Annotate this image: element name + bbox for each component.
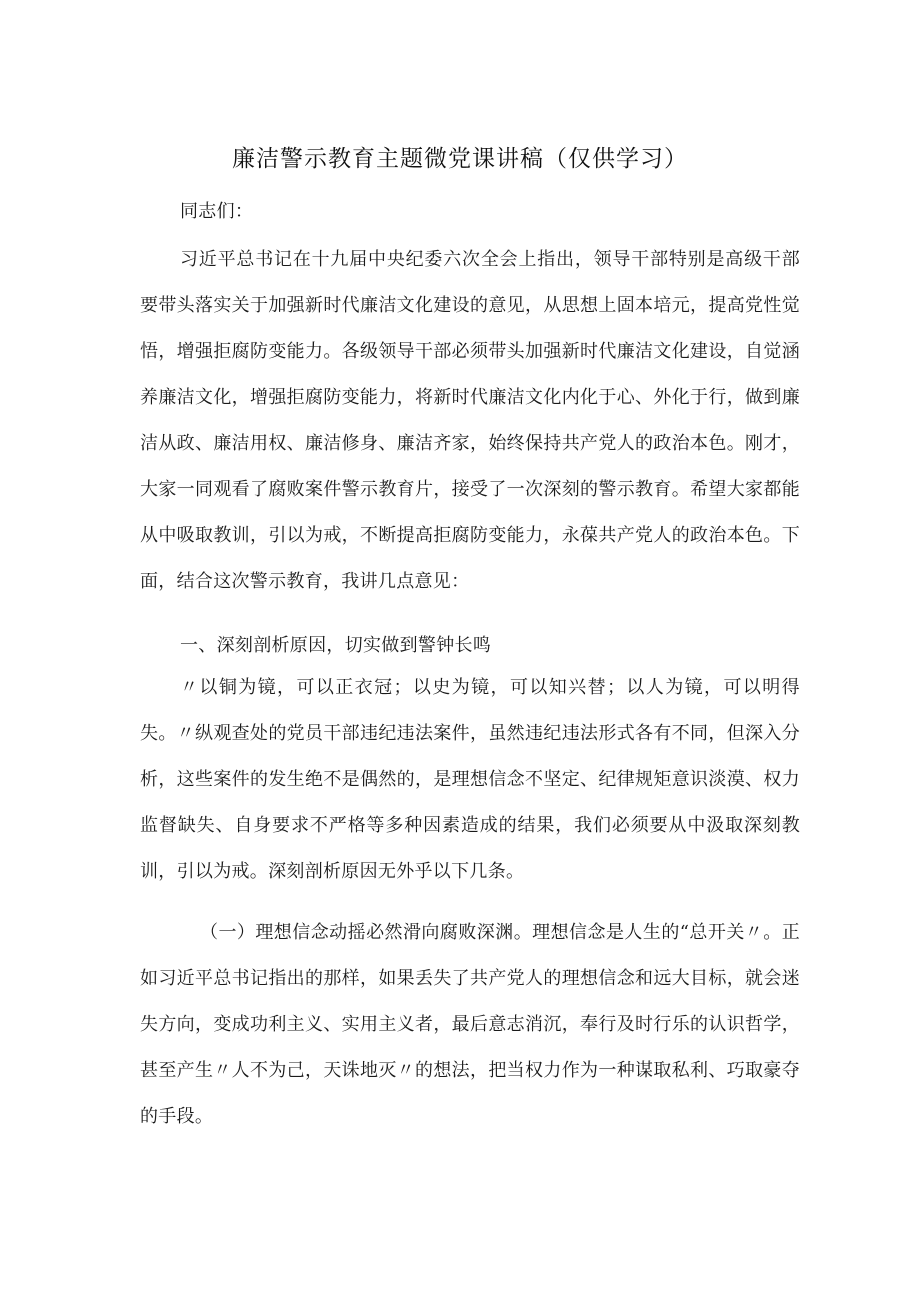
paragraph-subsection-1: （一）理想信念动摇必然滑向腐败深渊。理想信念是人生的“总开关〃。正如习近平总书记指出的那样，如果丢失了共产党人的理想信念和远大目标，就会迷失方向，变成功利主义、实用主义者，最后意志消沉，奉行及时行乐的认识哲学，甚至产生〃人不为己，天诛地灭〃的想法，把当权力作为一种谋取私利、巧取豪夺的手段。	[140, 922, 800, 1127]
section-heading-1: 一、深刻剖析原因，切实做到警钟长鸣	[180, 635, 492, 656]
paragraph-section-1: 〃以铜为镜，可以正衣冠；以史为镜，可以知兴替；以人为镜，可以明得失。〃纵观查处的党员干部违纪违法案件，虽然违纪违法形式各有不同，但深入分析，这些案件的发生绝不是偶然的，是理想信念不坚定、纪律规矩意识淡漠、权力监督缺失、自身要求不严格等多种因素造成的结果，我们必须要从中汲取深刻教训，引以为戒。深刻剖析原因无外乎以下几条。	[140, 677, 800, 882]
salutation: 同志们：	[180, 201, 254, 222]
document-title: 廉洁警示教育主题微党课讲稿（仅供学习）	[232, 146, 688, 172]
paragraph-intro: 习近平总书记在十九届中央纪委六次全会上指出，领导干部特别是高级干部要带头落实关于加强新时代廉洁文化建设的意见，从思想上固本培元，提高党性觉悟，增强拒腐防变能力。各级领导干部必须带头加强新时代廉洁文化建设，自觉涵养廉洁文化，增强拒腐防变能力，将新时代廉洁文化内化于心、外化于行，做到廉洁从政、廉洁用权、廉洁修身、廉洁齐家，始终保持共产党人的政治本色。刚才，大家一同观看了腐败案件警示教育片，接受了一次深刻的警示教育。希望大家都能从中吸取教训，引以为戒，不断提高拒腐防变能力，永葆共产党人的政治本色。下面，结合这次警示教育，我讲几点意见：	[140, 249, 800, 592]
